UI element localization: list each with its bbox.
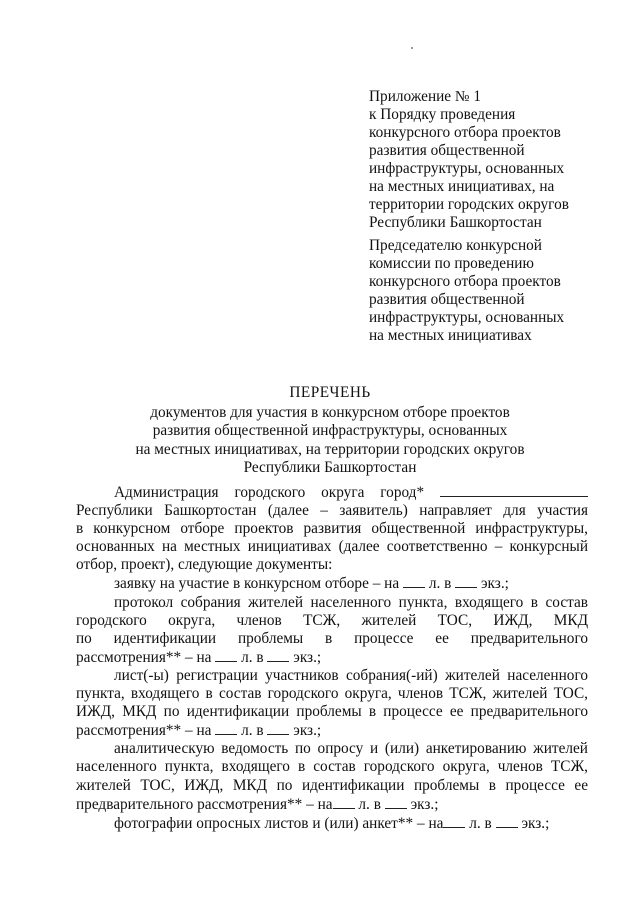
list-item — [76, 795, 588, 814]
blank-field — [455, 574, 477, 588]
item-text: фотографии опросных листов и (или) анкет** – на — [114, 814, 444, 832]
list-item: ИЖД, МКД по идентификации проблемы в процессе ее предварительного — [76, 703, 588, 721]
appendix-header — [369, 88, 619, 232]
item-text: экз.; — [293, 722, 322, 740]
addressee-block — [369, 237, 619, 345]
blank-field — [215, 648, 237, 662]
list-item — [76, 574, 588, 593]
appendix-line: Республики Башкортостан — [369, 214, 542, 231]
item-text: рассмотрения** – на — [76, 722, 212, 740]
blank-field — [267, 721, 289, 735]
appendix-line: развития общественной — [369, 142, 525, 159]
list-item: аналитическую ведомость по опросу и (или) анкетированию жителей — [114, 740, 588, 758]
list-item: пункта, входящего в состав городского округа, членов ТСЖ, жителей ТОС, — [76, 685, 588, 703]
item-text: рассмотрения** – на — [76, 648, 212, 666]
item-text: экз.; — [521, 814, 550, 832]
item-text: экз.; — [293, 648, 322, 666]
appendix-line: конкурсного отбора проектов — [369, 124, 561, 141]
scan-speck — [411, 47, 413, 49]
addressee-line: инфраструктуры, основанных — [369, 309, 565, 326]
list-item: протокол собрания жителей населенного пункта, входящего в состав — [114, 593, 588, 611]
item-text: л. в — [428, 575, 452, 593]
blank-field — [440, 483, 588, 497]
blank-field — [385, 795, 407, 809]
addressee-line: конкурсного отбора проектов — [369, 273, 561, 290]
document-body — [76, 483, 588, 833]
item-text: л. в — [469, 814, 492, 832]
list-item: жителей ТОС, ИЖД, МКД по идентификации проблемы в процессе ее — [76, 776, 588, 794]
intro-line: Республики Башкортостан (далее – заявитель) направляет для участия — [76, 502, 588, 520]
list-item: населенного пункта, входящего в состав городского округа, членов ТСЖ, — [76, 758, 588, 776]
list-item — [76, 721, 588, 740]
appendix-line: к Порядку проведения — [369, 106, 516, 123]
title-line: развития общественной инфраструктуры, основанных — [152, 422, 508, 439]
title-line: документов для участия в конкурсном отборе проектов — [150, 403, 510, 421]
addressee-line: комиссии по проведению — [369, 255, 534, 272]
appendix-line: на местных инициативах, на — [369, 178, 555, 195]
intro-line: основанных на местных инициативах (далее соответственно – конкурсный — [76, 538, 588, 556]
list-item — [76, 814, 588, 833]
appendix-line: Приложение № 1 — [369, 88, 481, 105]
item-text: л. в — [358, 795, 381, 813]
item-text: экз.; — [480, 575, 509, 593]
addressee-line: Председателю конкурсной — [369, 237, 542, 254]
item-text: заявку на участие в конкурсном отборе – на — [114, 575, 400, 593]
intro-line: отбор, проект), следующие документы: — [76, 556, 333, 574]
item-text: л. в — [241, 648, 264, 666]
blank-field — [215, 721, 237, 735]
blank-field — [267, 648, 289, 662]
intro-line: в конкурсном отборе проектов развития общественной инфраструктуры, — [76, 520, 588, 538]
document-title — [80, 384, 580, 478]
addressee-line: на местных инициативах — [369, 327, 532, 344]
item-text: экз.; — [410, 795, 439, 813]
appendix-line: инфраструктуры, основанных — [369, 160, 565, 177]
blank-field — [443, 814, 465, 828]
addressee-line: развития общественной — [369, 291, 525, 308]
title-line: Республики Башкортостан — [243, 459, 417, 476]
list-item: по идентификации проблемы в процессе ее предварительного — [76, 629, 588, 647]
appendix-line: территории городских округов — [369, 196, 569, 213]
blank-field — [496, 814, 518, 828]
blank-field — [333, 795, 355, 809]
item-text: л. в — [241, 722, 264, 740]
intro-line — [76, 483, 588, 502]
blank-field — [403, 574, 425, 588]
list-item: лист(-ы) регистрации участников собрания(-ий) жителей населенного — [114, 666, 588, 684]
list-item — [76, 648, 588, 667]
list-item: городского округа, членов ТСЖ, жителей ТОС, ИЖД, МКД — [76, 611, 588, 629]
item-text: предварительного рассмотрения** – на — [76, 795, 333, 813]
intro-text: Администрация городского округа город* — [114, 484, 425, 501]
title-line: на местных инициативах, на территории городских округов — [135, 440, 525, 458]
title-main: ПЕРЕЧЕНЬ — [289, 384, 371, 401]
